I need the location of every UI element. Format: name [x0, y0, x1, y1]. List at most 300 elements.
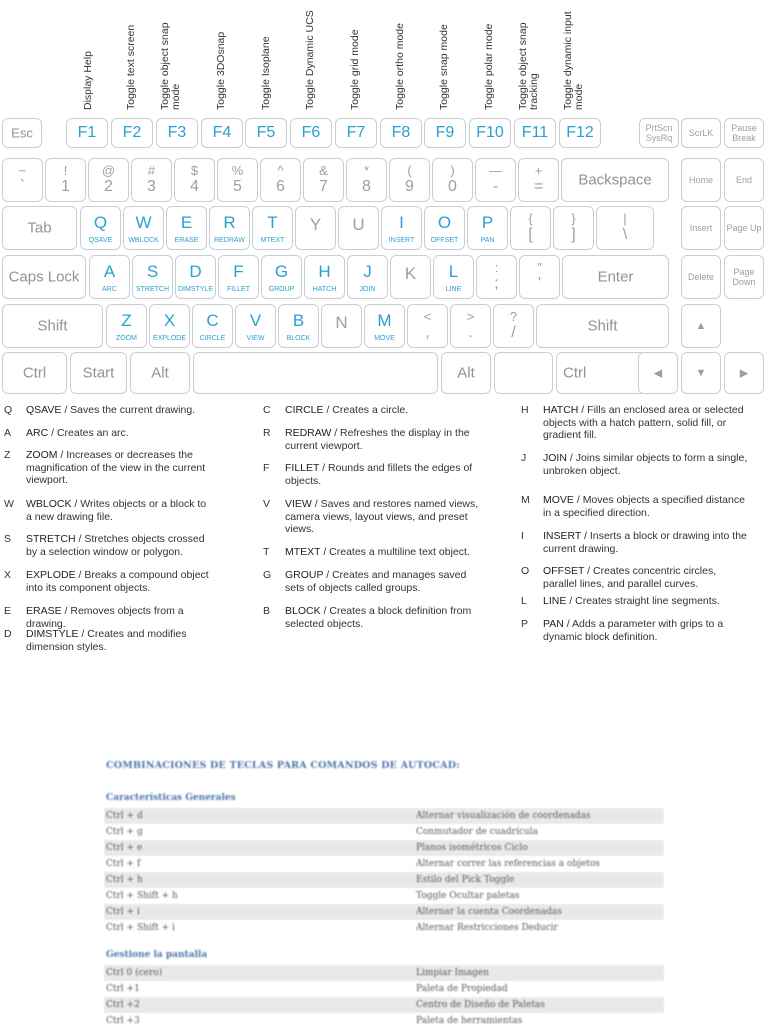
key-scrlk	[681, 118, 721, 148]
key-punct-1	[450, 304, 491, 348]
fkey-label-f11: Toggle object snap tracking	[517, 22, 540, 110]
description-separator: /	[584, 565, 593, 577]
description-command: OFFSET	[543, 565, 585, 577]
description-command: DIMSTYLE	[26, 628, 79, 640]
key-symbol-top: +	[534, 163, 543, 178]
description-body	[285, 404, 483, 417]
key-num-3	[131, 158, 172, 202]
key-letter: W	[135, 213, 152, 232]
key-symbol-top: @	[101, 163, 116, 178]
key-s	[132, 255, 173, 299]
key-label: End	[735, 175, 752, 185]
key-command: WBLOCK	[128, 237, 159, 244]
table-row	[104, 872, 664, 888]
key-label: F7	[346, 124, 366, 141]
key-letter: A	[103, 262, 116, 281]
description-command: GROUP	[285, 569, 324, 581]
key-symbol-top: :	[494, 260, 499, 275]
key-tab	[2, 206, 77, 250]
key-l	[433, 255, 474, 299]
key-backspace	[561, 158, 669, 202]
description-command: HATCH	[543, 404, 579, 416]
key-symbol-bottom: 5	[233, 178, 242, 195]
fkey-label-f6: Toggle Dynamic UCS	[304, 10, 316, 110]
key-k	[390, 255, 431, 299]
key-delete	[681, 255, 721, 299]
table-action: Limpiar Imagen	[416, 968, 489, 978]
key-symbol-top: }	[571, 211, 576, 226]
key-label: Alt	[457, 364, 475, 382]
table-action: Alternar la cuenta Coordenadas	[416, 907, 562, 917]
key-letter: O	[437, 213, 452, 232]
key-letter: J	[363, 262, 372, 281]
description-text: Breaks a compound object into its component objects.	[26, 569, 209, 594]
key-label: Backspace	[578, 171, 652, 189]
fkey-label-f12: Toggle dynamic input mode	[562, 11, 585, 110]
key-alt-right	[441, 352, 491, 394]
key-num-4	[174, 158, 215, 202]
description-command: MTEXT	[285, 546, 321, 558]
description-body	[543, 530, 751, 555]
fkey-label-f3: Toggle object snap mode	[159, 22, 182, 110]
key-num-0	[2, 158, 43, 202]
key-symbol-top: %	[231, 163, 244, 178]
key-symbol-top: $	[190, 163, 199, 178]
key-label: Pause Break	[731, 123, 757, 143]
key-pause	[724, 118, 764, 148]
description-text: Creates concentric circles, parallel lines, and parallel curves.	[543, 565, 717, 590]
description-command: BLOCK	[285, 605, 321, 617]
key-f6	[290, 118, 332, 148]
key-symbol-top: {	[528, 211, 533, 226]
key-blank	[494, 352, 553, 394]
fkey-label-f10: Toggle polar mode	[483, 23, 495, 110]
table-row	[104, 1013, 664, 1029]
arrow-down-icon: ▼	[695, 367, 707, 379]
key-letter: L	[448, 262, 459, 281]
key-arrow-down	[681, 352, 721, 394]
key-esc	[2, 118, 42, 148]
description-body	[26, 533, 214, 558]
description-letter: C	[263, 404, 271, 416]
key-letter: M	[377, 311, 392, 330]
key-f4	[201, 118, 243, 148]
table-action: Alternar Restricciones Deducir	[416, 923, 558, 933]
description-text: Joins similar objects to form a single, unbroken object.	[543, 452, 748, 477]
key-punct-0	[407, 304, 448, 348]
description-separator: /	[48, 427, 57, 439]
key-num-9	[389, 158, 430, 202]
description-command: VIEW	[285, 498, 312, 510]
table-row	[104, 904, 664, 920]
description-text: Writes objects or a block to a new drawing file.	[26, 498, 207, 523]
description-text: Creates a circle.	[332, 404, 409, 416]
key-letter: C	[206, 311, 219, 330]
key-label: F4	[212, 124, 232, 141]
description-text: Adds a parameter with grips to a dynamic block definition.	[543, 618, 724, 643]
description-text: Creates an arc.	[56, 427, 129, 439]
description-text: Rounds and fillets the edges of objects.	[285, 462, 473, 487]
key-x	[149, 304, 190, 348]
key-letter: V	[249, 311, 262, 330]
arrow-left-icon: ◀	[653, 367, 663, 380]
table-keys: Ctrl +3	[106, 1016, 140, 1026]
key-symbol-top: ~	[18, 163, 27, 178]
key-q	[80, 206, 121, 250]
key-label: Shift	[37, 317, 68, 335]
table-keys: Ctrl +2	[106, 1000, 140, 1010]
key-i	[381, 206, 422, 250]
key-symbol-top: >	[466, 309, 475, 324]
key-command: QSAVE	[88, 237, 113, 244]
description-letter: R	[263, 427, 271, 439]
key-command: ARC	[102, 286, 117, 293]
key-h	[304, 255, 345, 299]
description-separator: /	[75, 569, 85, 581]
key-label: Ctrl	[22, 364, 47, 382]
description-separator: /	[78, 628, 88, 640]
key-command: FILLET	[227, 286, 250, 293]
description-body	[543, 618, 751, 643]
table-row	[104, 888, 664, 904]
key-symbol-bottom: -	[492, 178, 499, 195]
table-row	[104, 997, 664, 1013]
description-body	[26, 569, 214, 594]
description-separator: /	[61, 404, 71, 416]
description-separator: /	[71, 498, 81, 510]
key-letter: P	[481, 213, 494, 232]
table-row	[104, 920, 664, 936]
key-home	[681, 158, 721, 202]
key-command: STRETCH	[135, 286, 170, 293]
description-command: CIRCLE	[285, 404, 324, 416]
key-letter: Z	[121, 311, 132, 330]
description-body	[26, 404, 214, 417]
key-t	[252, 206, 293, 250]
table-keys: Ctrl + e	[106, 843, 143, 853]
key-command: ZOOM	[116, 335, 137, 342]
key-letter: S	[146, 262, 159, 281]
description-body	[543, 565, 751, 590]
key-letter: D	[189, 262, 202, 281]
key-symbol-top: )	[450, 163, 455, 178]
key-letter: Q	[93, 213, 108, 232]
key-letter: K	[404, 264, 417, 283]
key-w	[123, 206, 164, 250]
key-label: Esc	[11, 125, 33, 141]
key-command: BLOCK	[286, 335, 311, 342]
fkey-label-f8: Toggle ortho mode	[394, 23, 406, 110]
description-command: WBLOCK	[26, 498, 72, 510]
description-command: JOIN	[543, 452, 567, 464]
description-command: ERASE	[26, 605, 62, 617]
description-letter: Z	[4, 449, 11, 461]
key-label: Page Down	[732, 267, 756, 287]
key-space	[193, 352, 438, 394]
description-text: Fills an enclosed area or selected objects with a hatch pattern, solid fill, or gradient fill.	[543, 404, 744, 441]
key-command: DIMSTYLE	[177, 286, 213, 293]
key-start	[70, 352, 127, 394]
description-body	[26, 449, 214, 487]
key-symbol-bottom: .	[468, 324, 473, 341]
description-body	[26, 628, 214, 653]
key-label: Page Up	[726, 223, 762, 233]
description-separator: /	[320, 546, 330, 558]
table-section-heading: Características Generales	[106, 793, 236, 803]
table-action: Alternar correr las referencias a objetos	[416, 859, 600, 869]
key-pagedown	[724, 255, 764, 299]
key-label: Enter	[597, 268, 634, 286]
description-command: FILLET	[285, 462, 320, 474]
description-letter: D	[4, 628, 12, 640]
key-letter: E	[180, 213, 193, 232]
key-colon	[476, 255, 517, 299]
key-bracket-2	[596, 206, 654, 250]
key-g	[261, 255, 302, 299]
table-keys: Ctrl +1	[106, 984, 140, 994]
table-action: Paleta de herramientas	[416, 1016, 523, 1026]
key-command: CIRCLE	[199, 335, 226, 342]
key-label: F3	[167, 124, 187, 141]
description-body	[285, 462, 483, 487]
key-j	[347, 255, 388, 299]
key-label: F9	[435, 124, 455, 141]
table-action: Conmutador de cuadrícula	[416, 827, 538, 837]
key-f10	[469, 118, 511, 148]
description-separator: /	[573, 494, 583, 506]
key-f11	[514, 118, 556, 148]
key-f12	[559, 118, 601, 148]
description-text: Creates a block definition from selected objects.	[285, 605, 472, 630]
description-letter: O	[521, 565, 530, 577]
description-separator: /	[319, 462, 329, 474]
description-command: LINE	[543, 595, 567, 607]
key-letter: U	[352, 215, 365, 234]
key-letter: R	[223, 213, 236, 232]
key-label: Alt	[151, 364, 169, 382]
key-label: ScrLK	[688, 128, 714, 138]
key-symbol-bottom: 8	[362, 178, 371, 195]
description-text: Refreshes the display in the current viewport.	[285, 427, 470, 452]
description-command: EXPLODE	[26, 569, 76, 581]
table-action: Centro de Diseño de Paletas	[416, 1000, 546, 1010]
table-keys: Ctrl + d	[106, 811, 143, 821]
key-e	[166, 206, 207, 250]
key-symbol-bottom: /	[511, 324, 516, 341]
key-symbol-bottom: ;	[494, 275, 499, 292]
description-body	[543, 452, 751, 477]
description-separator: /	[320, 605, 330, 617]
key-ctrl-left	[2, 352, 67, 394]
description-separator: /	[323, 404, 333, 416]
fkey-label-f7: Toggle grid mode	[349, 29, 361, 110]
key-command: INSERT	[388, 237, 415, 244]
key-label: F11	[521, 124, 549, 141]
description-separator: /	[311, 498, 321, 510]
key-num-2	[88, 158, 129, 202]
fkey-label-f5: Toggle Isoplane	[260, 36, 272, 110]
key-punct-2	[493, 304, 534, 348]
key-symbol-bottom: ,	[425, 324, 430, 341]
key-arrow-left	[638, 352, 678, 394]
description-separator: /	[581, 530, 590, 542]
description-letter: L	[521, 595, 527, 607]
table-row	[104, 981, 664, 997]
key-num-5	[217, 158, 258, 202]
key-f7	[335, 118, 377, 148]
key-label: Start	[82, 364, 115, 382]
description-letter: H	[521, 404, 529, 416]
key-letter: Y	[309, 215, 322, 234]
description-letter: M	[521, 494, 530, 506]
key-f8	[380, 118, 422, 148]
key-label: Caps Lock	[8, 268, 80, 286]
description-command: REDRAW	[285, 427, 332, 439]
key-letter: G	[274, 262, 289, 281]
table-action: Estilo del Pick Toggle	[416, 875, 515, 885]
description-text: Saves and restores named views, camera views, layout views, and preset views.	[285, 498, 479, 535]
fkey-label-f1: Display Help	[82, 51, 94, 110]
table-row	[104, 856, 664, 872]
key-command: GROUP	[268, 286, 295, 293]
key-num-8	[346, 158, 387, 202]
key-y	[295, 206, 336, 250]
description-body	[285, 498, 483, 536]
key-num-12	[518, 158, 559, 202]
key-enter	[562, 255, 669, 299]
description-letter: P	[521, 618, 529, 630]
description-body	[285, 546, 483, 559]
key-f3	[156, 118, 198, 148]
key-label: Insert	[689, 223, 713, 233]
key-letter: T	[267, 213, 278, 232]
key-c	[192, 304, 233, 348]
description-body	[285, 605, 483, 630]
table-keys: Ctrl + h	[106, 875, 143, 885]
key-shift-right	[536, 304, 669, 348]
key-command: JOIN	[359, 286, 376, 293]
key-num-6	[260, 158, 301, 202]
description-text: Creates straight line segments.	[575, 595, 720, 607]
key-symbol-top: (	[407, 163, 412, 178]
description-text: Removes objects from a drawing.	[26, 605, 184, 630]
key-letter: F	[233, 262, 244, 281]
key-f2	[111, 118, 153, 148]
key-label: F10	[476, 124, 504, 141]
key-b	[278, 304, 319, 348]
key-arrow-up	[681, 304, 721, 348]
description-body	[543, 494, 751, 519]
key-p	[467, 206, 508, 250]
key-letter: N	[335, 313, 348, 332]
table-keys: Ctrl + g	[106, 827, 143, 837]
table-keys: Ctrl 0 (cero)	[106, 968, 163, 978]
table-title: COMBINACIONES DE TECLAS PARA COMANDOS DE AUTOCAD:	[106, 760, 460, 771]
description-letter: W	[4, 498, 14, 510]
key-symbol-bottom: 4	[190, 178, 199, 195]
description-letter: X	[4, 569, 12, 581]
table-keys: Ctrl + Shift + i	[106, 923, 175, 933]
key-symbol-bottom: 6	[276, 178, 285, 195]
key-label: Shift	[587, 317, 618, 335]
key-f1	[66, 118, 108, 148]
key-prtscn	[639, 118, 679, 148]
key-command: HATCH	[312, 286, 337, 293]
key-bracket-0	[510, 206, 551, 250]
key-symbol-top: !	[63, 163, 68, 178]
description-letter: T	[263, 546, 270, 558]
key-symbol-top: |	[623, 211, 627, 226]
table-row	[104, 824, 664, 840]
key-label: F5	[256, 124, 276, 141]
description-command: STRETCH	[26, 533, 76, 545]
description-body	[543, 595, 751, 608]
fkey-label-f9: Toggle snap mode	[438, 24, 450, 110]
key-command: LINE	[445, 286, 462, 293]
description-letter: B	[263, 605, 271, 617]
table-action: Paleta de Propiedad	[416, 984, 508, 994]
key-symbol-bottom: 7	[319, 178, 328, 195]
key-letter: H	[318, 262, 331, 281]
description-separator: /	[331, 427, 341, 439]
description-text: Inserts a block or drawing into the current drawing.	[543, 530, 747, 555]
table-row	[104, 808, 664, 824]
key-symbol-top: —	[489, 163, 502, 178]
description-letter: Q	[4, 404, 13, 416]
key-letter: I	[399, 213, 404, 232]
key-command: REDRAW	[214, 237, 245, 244]
key-f9	[424, 118, 466, 148]
key-symbol-bottom: 0	[448, 178, 457, 195]
description-separator: /	[61, 605, 71, 617]
key-symbol-top: <	[423, 309, 432, 324]
key-label: F2	[122, 124, 142, 141]
description-letter: A	[4, 427, 12, 439]
table-keys: Ctrl + i	[106, 907, 140, 917]
key-label: F1	[77, 124, 97, 141]
description-text: Moves objects a specified distance in a specified direction.	[543, 494, 745, 519]
key-alt-left	[130, 352, 190, 394]
key-a	[89, 255, 130, 299]
description-separator: /	[578, 404, 588, 416]
key-num-7	[303, 158, 344, 202]
key-num-11	[475, 158, 516, 202]
description-body	[26, 498, 214, 523]
key-f5	[245, 118, 287, 148]
description-separator: /	[566, 452, 576, 464]
key-u	[338, 206, 379, 250]
key-n	[321, 304, 362, 348]
key-letter: X	[163, 311, 176, 330]
description-separator: /	[323, 569, 333, 581]
key-z	[106, 304, 147, 348]
key-v	[235, 304, 276, 348]
fkey-label-f4: Toggle 3DOsnap	[215, 31, 227, 110]
description-letter: E	[4, 605, 12, 617]
key-symbol-top: *	[363, 163, 370, 178]
key-o	[424, 206, 465, 250]
key-symbol-top: ?	[509, 309, 518, 324]
key-pageup	[724, 206, 764, 250]
key-symbol-bottom: 9	[405, 178, 414, 195]
key-end	[724, 158, 764, 202]
arrow-up-icon: ▲	[695, 320, 707, 332]
description-separator: /	[57, 449, 67, 461]
table-keys: Ctrl + Shift + h	[106, 891, 178, 901]
description-separator: /	[563, 618, 572, 630]
table-action: Planos isométricos Ciclo	[416, 843, 528, 853]
key-shift-left	[2, 304, 103, 348]
